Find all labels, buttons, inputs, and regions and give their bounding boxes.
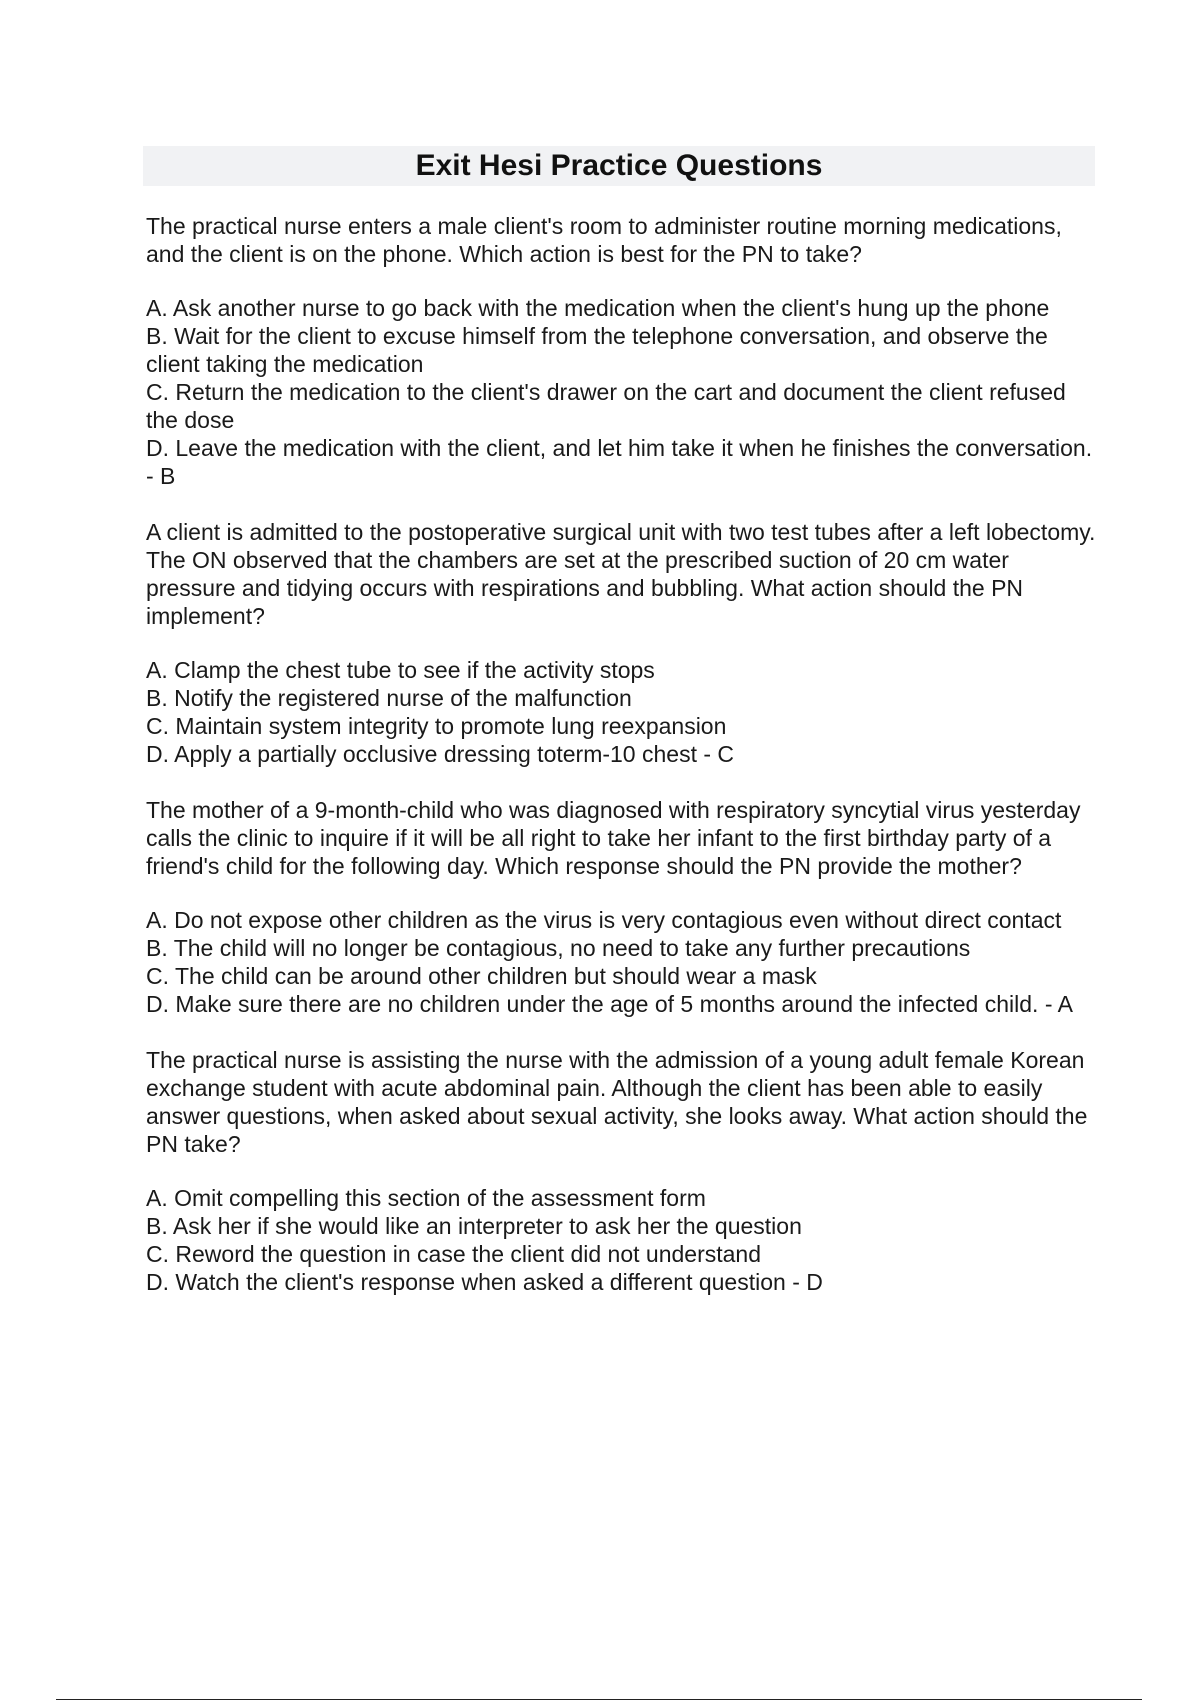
answer-option: B. The child will no longer be contagious, no need to take any further precautions (146, 935, 971, 961)
question-block (146, 1046, 1096, 1296)
question-stem: The practical nurse is assisting the nurse with the admission of a young adult female Korean exchange student with acute abdominal pain. Although the client has been able to easily answer questions, when asked about sexual activity, she looks away. What action should the PN take? (146, 1047, 1088, 1157)
answer-option: B. Wait for the client to excuse himself from the telephone conversation, and observe the client taking the medication (146, 323, 1048, 377)
answer-option: D. Apply a partially occlusive dressing toterm-10 chest - C (146, 741, 735, 767)
answer-option: C. The child can be around other children but should wear a mask (146, 963, 817, 989)
answer-option: D. Watch the client's response when asked a different question - D (146, 1269, 823, 1295)
answer-option: A. Ask another nurse to go back with the medication when the client's hung up the phone (146, 295, 1050, 321)
question-stem: A client is admitted to the postoperative surgical unit with two test tubes after a left lobectomy. The ON observed that the chambers are set at the prescribed suction of 20 cm water pressure and tidying occurs with respirations and bubbling. What action should the PN implement? (146, 519, 1096, 629)
question-list (146, 212, 1096, 1324)
question-block (146, 212, 1096, 490)
title-bar (143, 146, 1095, 186)
answer-option: C. Reword the question in case the client did not understand (146, 1241, 761, 1267)
answer-option: B. Notify the registered nurse of the malfunction (146, 685, 632, 711)
answer-option: A. Do not expose other children as the virus is very contagious even without direct contact (146, 907, 1062, 933)
question-stem: The practical nurse enters a male client's room to administer routine morning medications, and the client is on the phone. Which action is best for the PN to take? (146, 213, 1062, 267)
answer-option: A. Clamp the chest tube to see if the activity stops (146, 657, 655, 683)
question-block (146, 518, 1096, 768)
question-stem: The mother of a 9-month-child who was diagnosed with respiratory syncytial virus yesterday calls the clinic to inquire if it will be all right to take her infant to the first birthday party of a friend's child for the following day. Which response should the PN provide the mother? (146, 797, 1081, 879)
answer-option: C. Maintain system integrity to promote lung reexpansion (146, 713, 727, 739)
answer-option: D. Leave the medication with the client, and let him take it when he finishes the conversation. - B (146, 435, 1093, 489)
question-block (146, 796, 1096, 1018)
page-title: Exit Hesi Practice Questions (415, 149, 823, 182)
answer-option: B. Ask her if she would like an interpreter to ask her the question (146, 1213, 802, 1239)
answer-option: D. Make sure there are no children under the age of 5 months around the infected child. - A (146, 991, 1073, 1017)
answer-option: C. Return the medication to the client's drawer on the cart and document the client refused the dose (146, 379, 1066, 433)
answer-option: A. Omit compelling this section of the assessment form (146, 1185, 706, 1211)
